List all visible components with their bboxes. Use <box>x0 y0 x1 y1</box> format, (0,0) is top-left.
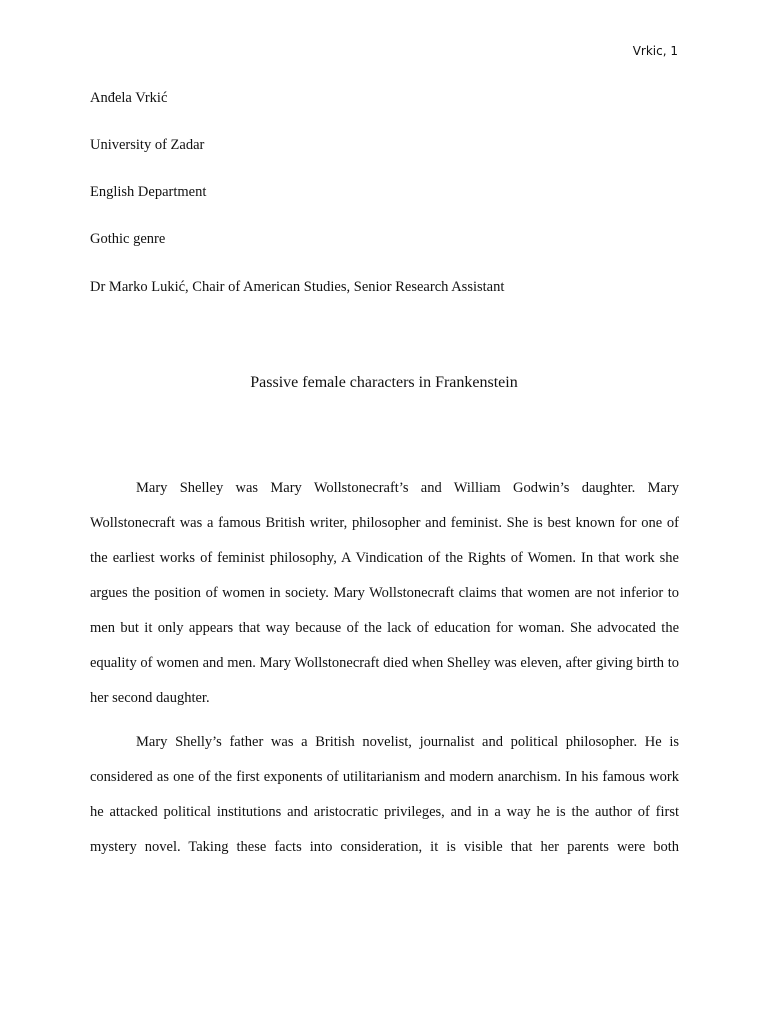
body-paragraph-2-container <box>90 725 679 865</box>
author-name: Anđela Vrkić <box>90 90 168 106</box>
course-name: Gothic genre <box>90 231 166 247</box>
body-paragraph: Mary Shelley was Mary Wollstonecraft’s and William Godwin’s daughter. Mary Wollstonecraft was a famous British writer, philosopher and feminist. She is best known for one of the earliest works of feminist philosophy, A Vindication of the Rights of Women. In that work she argues the position of women in society. Mary Wollstonecraft claims that women are not inferior to men but it only appears that way because of the lack of education for woman. She advocated the equality of women and men. Mary Wollstonecraft died when Shelley was eleven, after giving birth to her second daughter. <box>90 480 679 706</box>
body-paragraph: Mary Shelly’s father was a British novelist, journalist and political philosopher. He is considered as one of the first exponents of utilitarianism and modern anarchism. In his famous work he attacked political institutions and aristocratic privileges, and in a way he is the author of first mystery novel. Taking these facts into consideration, it is visible that her parents were both <box>90 734 679 855</box>
university-name: University of Zadar <box>90 137 205 153</box>
body-paragraph-1-container <box>90 471 679 716</box>
running-head: Vrkic, 1 <box>632 44 678 58</box>
paper-title: Passive female characters in Frankenstein <box>250 374 518 391</box>
supervisor-line: Dr Marko Lukić, Chair of American Studies, Senior Research Assistant <box>90 279 505 295</box>
department-name: English Department <box>90 184 207 200</box>
